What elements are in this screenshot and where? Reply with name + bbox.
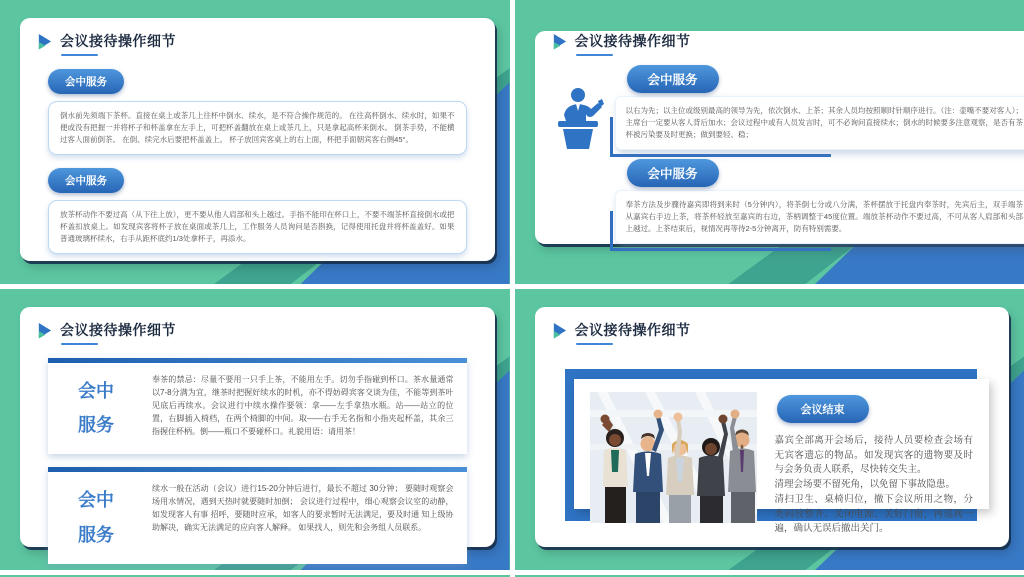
section-label: 会中服务 bbox=[78, 381, 114, 436]
slide-4-card bbox=[535, 307, 1010, 547]
slide-3-header bbox=[36, 320, 495, 345]
play-triangle-icon bbox=[551, 33, 568, 50]
slide-1[interactable] bbox=[0, 0, 510, 284]
paragraph: 清扫卫生、桌椅归位，撤下会议所用之物，分类码放整齐。关闭电源、关好门窗，再巡视一遍，确认无误后撤出关门。 bbox=[774, 493, 973, 535]
section-text: 放茶杯动作不要过高（从下往上放），更不要从他人肩部和头上越过。手指不能印在杯口上，不要不端茶杯直接倒水或把杯盖扣放桌上。如发现宾客将杯子放在桌面或茶几上，工作服务人员询问是否斟换，记得使用托盘并将杯盖盖好。如果普通玻璃杯续水，右手从距杯底约1/3处拿杯子，再添水。 bbox=[48, 200, 467, 254]
play-triangle-icon bbox=[36, 322, 53, 339]
service-row bbox=[48, 358, 467, 454]
section-text: 以右为先；以主位或级别最高的领导为先，依次倒水、上茶；其余人员均按照顺时针顺序进行。（注：壶嘴不要对客人）；主席台一定要从客人背后加水；会议过程中或有人员发言时，可不必询问直接续水；倒水的时候要多注意观察，是否有茶杯被污染要及时更换；做到要轻、稳； bbox=[615, 96, 1024, 150]
slide-4-header bbox=[551, 320, 1010, 345]
speaker-podium-icon bbox=[552, 87, 608, 149]
section-text: 奉茶方法及步骤待嘉宾即将到来时（5分钟内），将茶倒七分或八分满，茶杯摆放于托盘内奉茶时，先宾后主，双手端茶从嘉宾右手边上茶，将茶杯轻放至嘉宾的右边，茶柄调整于45度位置。端放茶杯动作不要过高，不可从客人肩部和头部上越过。上茶结束后，视情况再等待2-5分钟离开，防有特别需要。 bbox=[615, 190, 1024, 244]
slide-1-card bbox=[20, 18, 495, 261]
slide-2[interactable] bbox=[515, 0, 1024, 284]
accent-l-frame bbox=[615, 190, 1024, 244]
title-underline bbox=[576, 343, 613, 345]
slide-2-card bbox=[535, 31, 1024, 244]
section-text: 续水一般在活动（会议）进行15-20分钟后进行，最长不超过 30分钟； 要随时观察会场用水情况，遇到天热时就要随时加倒； 会议进行过程中，细心观察会议室的动静，如发现客人有事 招呼，要随时应承，如客人的要求暂时无法满足，要及时通 知上级协助解决，确实无法满足的应向客人解释。 如果找人，则先和会务组人员联系。 bbox=[152, 484, 454, 533]
slide-3[interactable] bbox=[0, 289, 510, 570]
section-text: 奉茶的禁忌：尽量不要用一只手上茶，不能用左手。切勿手指碰到杯口。茶水量通常以7-8分满为宜，继茶时把握好续水的时机，亦不得妨碍宾客交谈为佳，不能等到茶叶见底后再续水。会议进行中续水操作要领：拿——左手拿热水瓶。站——站立的位置，右脚插入椅档，在两个椅脚的中间。取——右手无名指和小指夹起杯盖，其余三指握住杯柄。倒——瓶口不要碰杯口。礼貌用语：请用茶！ bbox=[152, 375, 454, 436]
title-underline bbox=[576, 54, 613, 56]
accent-l-frame bbox=[615, 96, 1024, 150]
section-pill: 会中服务 bbox=[627, 159, 719, 187]
paragraph: 清理会场要不留死角，以免留下事故隐患。 bbox=[774, 479, 956, 491]
slide-title: 会议接待操作细节 bbox=[574, 33, 691, 49]
slide-4[interactable] bbox=[515, 289, 1024, 570]
content-panel bbox=[574, 379, 990, 535]
play-triangle-icon bbox=[36, 33, 53, 50]
title-underline bbox=[61, 343, 98, 345]
section-pill: 会中服务 bbox=[48, 168, 124, 193]
paragraph: 嘉宾全部离开会场后，接待人员要检查会场有无宾客遗忘的物品。如发现宾客的遗物要及时与会务负责人联系，尽快转交失主。 bbox=[774, 435, 973, 476]
slide-3-card bbox=[20, 307, 495, 547]
slide-1-header bbox=[36, 31, 495, 56]
slide-title: 会议接待操作细节 bbox=[574, 322, 691, 338]
team-celebration-photo bbox=[590, 392, 757, 523]
section-label: 会中服务 bbox=[78, 490, 114, 545]
slide-title: 会议接待操作细节 bbox=[60, 33, 176, 49]
section-text: 倒水前先须端下茶杯。直接在桌上或茶几上往杯中倒水、续水，是不符合操作规范的。 在往高杯倒水、续水时，如果不便或没有把握一并将杯子和杯盖拿在左手上，可把杯盖翻放在桌上或茶几上，只是拿起高杯来倒水。 倒茶手势，不能横过客人面前倒茶。 在倒、续完水后要把杯盖盖上。 杯子放回宾客桌上的右上面，杯把手面朝宾客右侧45°。 bbox=[48, 101, 467, 155]
slide-title: 会议接待操作细节 bbox=[60, 322, 176, 338]
section-pill: 会议结束 bbox=[777, 395, 869, 423]
section-pill: 会中服务 bbox=[627, 65, 719, 93]
play-triangle-icon bbox=[551, 322, 568, 339]
section-text bbox=[775, 434, 974, 537]
service-row bbox=[48, 467, 467, 563]
slide-2-header bbox=[551, 31, 1024, 56]
section-pill: 会中服务 bbox=[48, 69, 124, 94]
